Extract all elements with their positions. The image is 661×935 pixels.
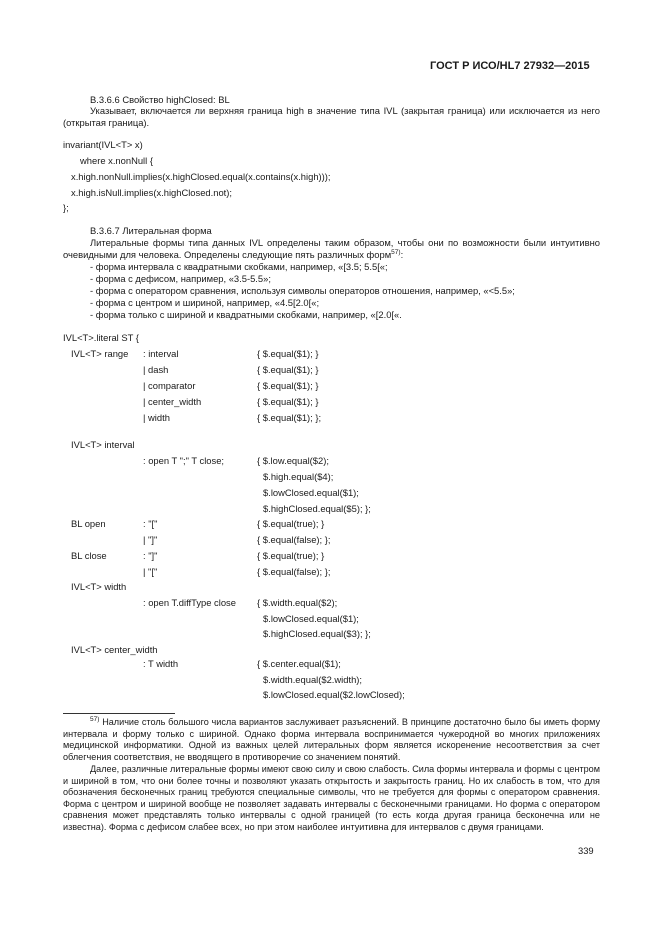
grammar-rule-name: IVL<T> width <box>71 581 127 592</box>
grammar-action: { $.equal(true); } <box>257 518 325 529</box>
grammar-production: : T width <box>143 658 179 669</box>
code-line: invariant(IVL<T> x) <box>63 139 143 150</box>
code-line: x.high.nonNull.implies(x.highClosed.equal(x.contains(x.high))); <box>71 171 331 182</box>
code-line: where x.nonNull { <box>80 155 153 166</box>
grammar-action: { $.equal(false); }; <box>257 534 331 545</box>
grammar-action: $.width.equal($2.width); <box>263 674 363 685</box>
grammar-action: $.lowClosed.equal($2.lowClosed); <box>263 689 405 700</box>
grammar-production: | "]" <box>143 534 158 545</box>
grammar-production: | dash <box>143 364 169 375</box>
grammar-action: { $.equal(true); } <box>257 550 325 561</box>
grammar-production: : "]" <box>143 550 158 561</box>
grammar-action: $.highClosed.equal($5); }; <box>263 503 371 514</box>
footnote-rule <box>63 713 175 714</box>
section-title-b367: В.3.6.7 Литеральная форма <box>90 225 212 236</box>
grammar-action: { $.equal($1); } <box>257 364 319 375</box>
list-item: - форма с дефисом, например, «3.5-5.5»; <box>90 273 271 284</box>
grammar-production: | "[" <box>143 566 158 577</box>
page-number: 339 <box>578 845 594 856</box>
grammar-rule-name: IVL<T> center_width <box>71 644 158 655</box>
grammar-production: : "[" <box>143 518 158 529</box>
grammar-action: { $.equal($1); } <box>257 348 319 359</box>
grammar-rule-name: IVL<T> interval <box>71 439 135 450</box>
grammar-action: { $.low.equal($2); <box>257 455 329 466</box>
grammar-production: : open T ";" T close; <box>143 455 225 466</box>
grammar-production: | comparator <box>143 380 196 391</box>
footnote-number: 57) <box>90 715 100 723</box>
section-title-b366: В.3.6.6 Свойство highClosed: BL <box>90 94 230 105</box>
footnote-ref: 57) <box>391 249 401 257</box>
grammar-action: { $.equal($1); }; <box>257 412 322 423</box>
grammar-action: { $.equal($1); } <box>257 396 319 407</box>
grammar-action: { $.center.equal($1); <box>257 658 341 669</box>
code-line: x.high.isNull.implies(x.highClosed.not); <box>71 187 233 198</box>
footnote-paragraph-1: $^{57)}$ Наличие столь большого числа вариантов заслуживает разъяснений. В принципе достаточно было бы иметь форму интервала и форму только с шириной. Однако форма интервала воспринимается чужеродной во многих приложениях медицинской информатики. Одной из важных целей литеральных форм является искоренение несоответствия за счет облегчения соответствия, не вводящего в противоречие со значением понятий. <box>63 715 600 762</box>
grammar-action: $.high.equal($4); <box>263 471 334 482</box>
grammar-rule-name: BL close <box>71 550 107 561</box>
footnote-paragraph-2: Далее, различные литеральные формы имеют свою силу и свою слабость. Сила формы интервала и формы с центром и шириной в том, что они более точны и позволяют указать открытость и закрытость границ. Но их слабость в том, что для обозначения бесконечных границ требуются специальные символы, что не требуется для формы с оператором сравнения. Форма с центром и шириной вообще не позволяет задавать интервалы с бесконечными границами. Но форма с оператором сравнения может представлять только интервалы с одной границей (то есть когда другая граница бесконечна или не известна). Форма с дефисом слабее всех, но при этом наиболее интуитивна для интервалов с двумя границами. <box>63 764 600 832</box>
grammar-action: { $.equal(false); }; <box>257 566 331 577</box>
grammar-rule-name: IVL<T> range <box>71 348 129 359</box>
grammar-production: : open T.diffType close <box>143 597 236 608</box>
list-item: - форма с оператором сравнения, используя символы операторов отношения, например, «<5.5»; <box>90 285 515 296</box>
grammar-production: | width <box>143 412 170 423</box>
list-item: - форма только с шириной и квадратными скобками, например, «[2.0[«. <box>90 309 402 320</box>
grammar-rule-name: BL open <box>71 518 106 529</box>
section-text-b366: Указывает, включается ли верхняя граница high в значение типа IVL (закрытая граница) или исключается из него (открытая граница). <box>63 105 600 129</box>
grammar-action: { $.equal($1); } <box>257 380 319 391</box>
grammar-header: IVL<T>.literal ST { <box>63 332 139 343</box>
grammar-action: { $.width.equal($2); <box>257 597 338 608</box>
grammar-action: $.highClosed.equal($3); }; <box>263 628 371 639</box>
code-line: }; <box>63 202 69 213</box>
grammar-action: $.lowClosed.equal($1); <box>263 487 359 498</box>
grammar-action: $.lowClosed.equal($1); <box>263 613 359 624</box>
grammar-production: | center_width <box>143 396 202 407</box>
document-header: ГОСТ Р ИСО/HL7 27932—2015 <box>430 60 590 72</box>
list-item: - форма интервала с квадратными скобками, например, «[3.5; 5.5[«; <box>90 261 388 272</box>
grammar-production: : interval <box>143 348 179 359</box>
list-item: - форма с центром и шириной, например, «4.5[2.0[«; <box>90 297 320 308</box>
section-text-b367: Литеральные формы типа данных IVL определены таким образом, чтобы они по возможности были интуитивно очевидными для человека. Определены следующие пять различных форм$^{57)}$: <box>63 237 600 261</box>
